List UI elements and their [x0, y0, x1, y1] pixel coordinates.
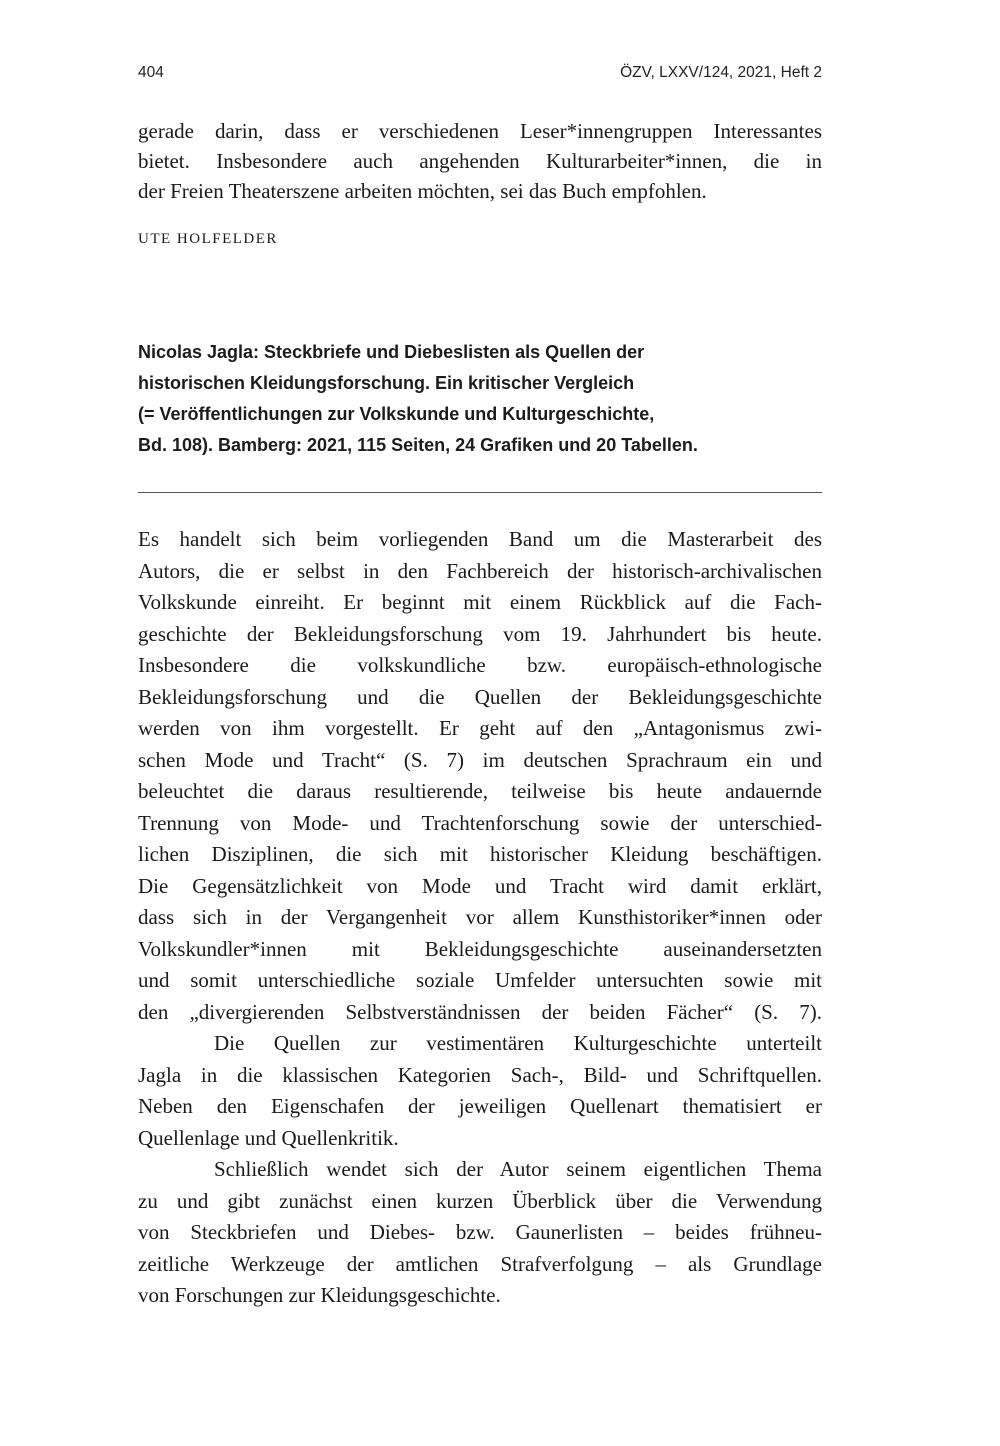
body-text-line: zeitliche Werkzeuge der amtlichen Strafverfolgung – als Grundlage [138, 1251, 822, 1276]
body-text-line: Es handelt sich beim vorliegenden Band um die Masterarbeit des [138, 527, 822, 551]
body-text-line: beleuchtet die daraus resultierende, teilweise bis heute andauernde [138, 779, 822, 803]
reviewer-signature: UTE HOLFELDER [138, 231, 278, 247]
body-text-line: Quellenlage und Quellenkritik. [138, 1125, 399, 1150]
body-text-line: Schließlich wendet sich der Autor seinem eigentlichen Thema [214, 1157, 822, 1181]
body-text-line: schen Mode und Tracht“ (S. 7) im deutschen Sprachraum ein und [138, 747, 822, 772]
body-text-line: den „divergierenden Selbstverständnissen der beiden Fächer“ (S. 7). [138, 999, 822, 1024]
review-body [138, 524, 822, 1312]
body-text-line: Volkskunde einreiht. Er beginnt mit einem Rückblick auf die Fach- [138, 590, 822, 614]
body-text-line: geschichte der Bekleidungsforschung vom 19. Jahrhundert bis heute. [138, 621, 822, 646]
body-text-line: Jagla in die klassischen Kategorien Sach-, Bild- und Schriftquellen. [138, 1062, 822, 1087]
bibliography-line: (= Veröffentlichungen zur Volkskunde und Kulturgeschichte, [138, 404, 655, 424]
bibliography-line: Nicolas Jagla: Steckbriefe und Diebeslisten als Quellen der [138, 342, 645, 362]
journal-citation: ÖZV, LXXV/124, 2021, Heft 2 [620, 64, 822, 81]
text-line: bietet. Insbesondere auch angehenden Kulturarbeiter*innen, die in [138, 149, 822, 173]
body-text-line: zu und gibt zunächst einen kurzen Überblick über die Verwendung [138, 1188, 822, 1213]
body-text-line: dass sich in der Vergangenheit vor allem Kunsthistoriker*innen oder [138, 905, 822, 929]
text-line: der Freien Theaterszene arbeiten möchten, sei das Buch empfohlen. [138, 179, 707, 203]
book-bibliography [138, 337, 822, 461]
divider [138, 492, 822, 493]
page-number: 404 [138, 64, 164, 81]
body-text-line: Die Quellen zur vestimentären Kulturgeschichte unterteilt [214, 1031, 822, 1055]
body-text-line: Insbesondere die volkskundliche bzw. europäisch-ethnologische [138, 653, 822, 677]
body-text-line: Die Gegensätzlichkeit von Mode und Tracht wird damit erklärt, [138, 873, 822, 898]
body-text-line: Volkskundler*innen mit Bekleidungsgeschichte auseinandersetzten [138, 936, 822, 961]
body-text-line: Bekleidungsforschung und die Quellen der Bekleidungsgeschichte [138, 684, 822, 709]
body-text-line: von Steckbriefen und Diebes- bzw. Gaunerlisten – beides frühneu- [138, 1220, 822, 1244]
body-text-line: von Forschungen zur Kleidungsgeschichte. [138, 1283, 501, 1307]
text-line: gerade darin, dass er verschiedenen Leser*innengruppen Interessantes [138, 119, 822, 143]
running-head [138, 64, 822, 82]
bibliography-line: Bd. 108). Bamberg: 2021, 115 Seiten, 24 Grafiken und 20 Tabellen. [138, 435, 698, 455]
body-text-line: Autors, die er selbst in den Fachbereich der historisch-archivalischen [138, 558, 822, 583]
bibliography-line: historischen Kleidungsforschung. Ein kritischer Vergleich [138, 373, 635, 393]
body-text-line: Trennung von Mode- und Trachtenforschung sowie der unterschied- [138, 810, 822, 835]
previous-review-ending [138, 116, 822, 206]
body-text-line: und somit unterschiedliche soziale Umfelder untersuchten sowie mit [138, 968, 822, 992]
body-text-line: werden von ihm vorgestellt. Er geht auf den „Antagonismus zwi- [138, 716, 822, 740]
body-text-line: Neben den Eigenschafen der jeweiligen Quellenart thematisiert er [138, 1094, 822, 1118]
body-text-line: lichen Disziplinen, die sich mit historischer Kleidung beschäftigen. [138, 842, 822, 866]
